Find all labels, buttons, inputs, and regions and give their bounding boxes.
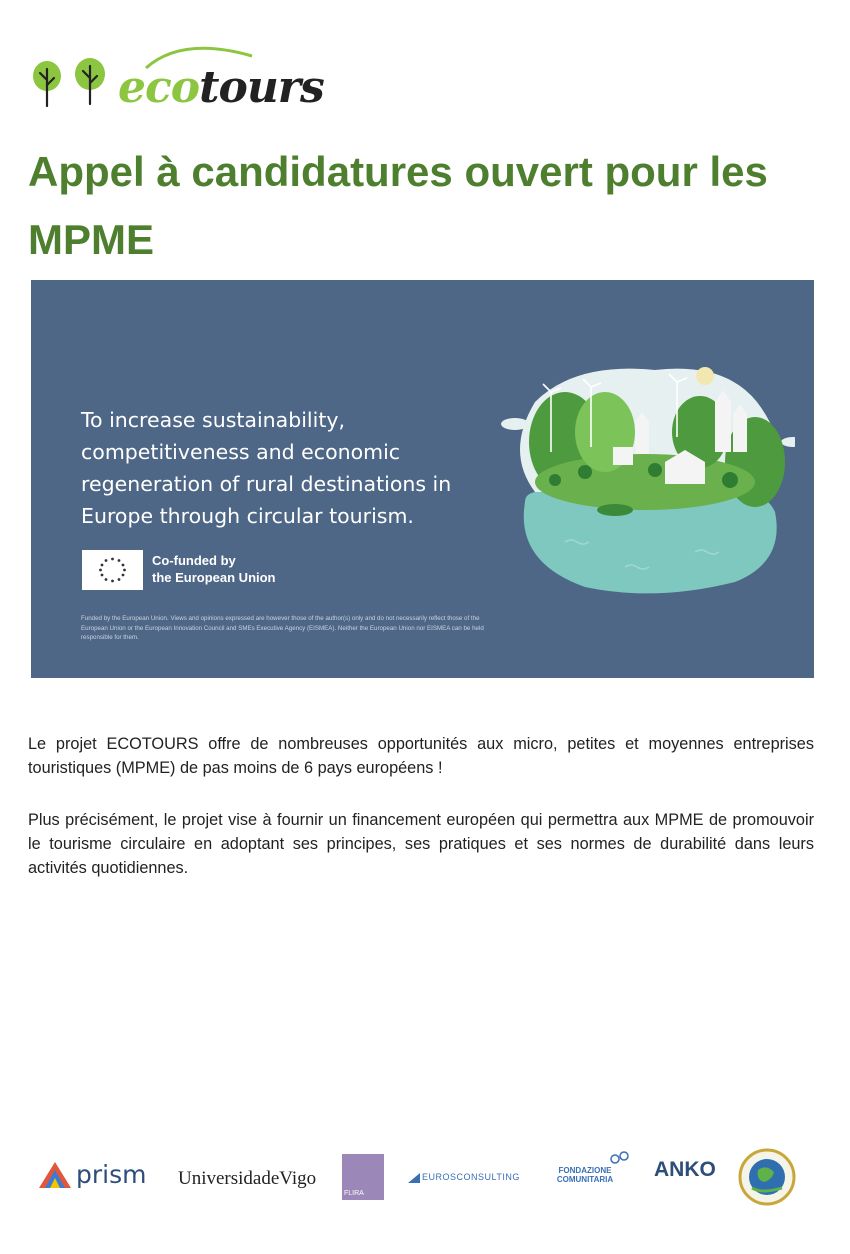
details-paragraph: Plus précisément, le projet vise à fournir un financement européen qui permettra aux MPME de promouvoir le tourisme circulaire en adoptant ses principes, ses pratiques et ses normes de durabilité dans leurs activités quotidiennes.: [28, 811, 814, 877]
logo-wordmark: [118, 62, 324, 113]
eu-cofunded-label: Co-funded by the European Union: [152, 553, 276, 585]
logo-eco: eco: [118, 62, 200, 113]
fondazione-comunitaria-logo: [550, 1150, 630, 1200]
anko-logo: [654, 1158, 714, 1198]
flira-label: FLIRA: [344, 1190, 364, 1197]
intro-paragraph: Le projet ECOTOURS offre de nombreuses opportunités aux micro, petites et moyennes entreprises touristiques (MPME) de pas moins de 6 pays européens !: [28, 735, 814, 777]
eurosconsulting-logo: [408, 1172, 538, 1186]
prism-logo: [38, 1160, 163, 1194]
rural-landscape-illustration: [495, 362, 795, 602]
globe-seal-icon: [738, 1148, 796, 1206]
prism-triangle-icon: [38, 1160, 72, 1190]
eurosconsulting-wordmark: EUROSCONSULTING: [422, 1172, 520, 1182]
page-title: Appel à candidatures ouvert pour les MPME: [28, 148, 768, 263]
globe-seal-logo: [738, 1148, 796, 1206]
funding-disclaimer: Funded by the European Union. Views and opinions expressed are however those of the author(s) only and do not necessarily reflect those of the European Union or the European Innovation Council and SMEs Executive Agency (EISMEA). Neither the European Union nor EISMEA can be held responsible for them.: [81, 615, 484, 641]
logo-tours: tours: [199, 62, 324, 113]
anko-wordmark: ANKO: [654, 1158, 716, 1181]
universidade-vigo-logo: UniversidadeVigo: [178, 1168, 317, 1189]
banner-tagline: To increase sustainability, competitiveness and economic regeneration of rural destinations in Europe through circular tourism.: [81, 408, 452, 528]
flira-logo: [342, 1154, 384, 1200]
project-banner: [31, 280, 814, 678]
eurosconsulting-mark-icon: [408, 1173, 420, 1183]
prism-wordmark: prism: [76, 1160, 147, 1189]
trees-icon: [30, 54, 120, 114]
fondazione-wordmark: FONDAZIONE COMUNITARIA: [556, 1166, 614, 1184]
ecotours-logo: [30, 42, 330, 122]
eu-flag-icon: [82, 550, 143, 590]
partner-logos: [38, 1148, 818, 1208]
